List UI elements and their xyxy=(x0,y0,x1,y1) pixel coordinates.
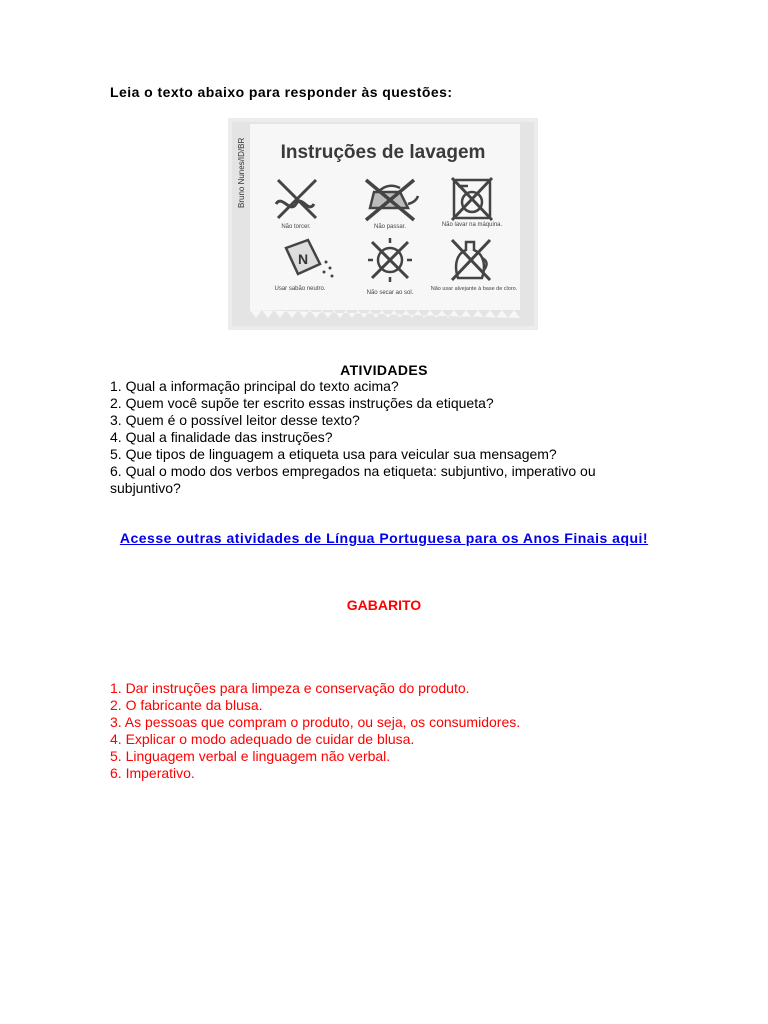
answer-item: 3. As pessoas que compram o produto, ou seja, os consumidores. xyxy=(110,714,521,730)
caption-no-wring: Não torcer. xyxy=(281,224,311,230)
answer-item: 1. Dar instruções para limpeza e conservação do produto. xyxy=(110,680,470,696)
answers-list xyxy=(110,680,670,782)
question-item: 5. Que tipos de linguagem a etiqueta usa para veicular sua mensagem? xyxy=(110,446,557,462)
caption-no-machine: Não lavar na máquina. xyxy=(441,222,503,228)
activities-title: ATIVIDADES xyxy=(340,362,428,378)
question-item: 3. Quem é o possível leitor desse texto? xyxy=(110,412,360,428)
label-title: Instruções de lavagem xyxy=(280,142,486,163)
caption-no-sun: Não secar ao sol. xyxy=(366,290,414,296)
caption-no-bleach: Não usar alvejante à base de cloro. xyxy=(430,286,518,292)
answer-item: 2. O fabricante da blusa. xyxy=(110,697,263,713)
caption-neutral-soap: Usar sabão neutro. xyxy=(274,286,326,292)
answer-item: 5. Linguagem verbal e linguagem não verbal. xyxy=(110,748,391,764)
answer-item: 6. Imperativo. xyxy=(110,765,195,781)
question-item: 2. Quem você supõe ter escrito essas instruções da etiqueta? xyxy=(110,395,494,411)
answer-key-title: GABARITO xyxy=(346,597,422,613)
caption-no-iron: Não passar. xyxy=(373,224,407,230)
questions-list xyxy=(110,378,670,497)
more-activities-link[interactable]: Acesse outras atividades de Língua Portuguesa para os Anos Finais aqui! xyxy=(119,530,649,546)
question-item: 1. Qual a informação principal do texto acima? xyxy=(110,378,399,394)
intro-text: Leia o texto abaixo para responder às questões: xyxy=(110,84,453,100)
question-item: 6. Qual o modo dos verbos empregados na etiqueta: subjuntivo, imperativo ou subjuntivo? xyxy=(110,463,596,496)
answer-item: 4. Explicar o modo adequado de cuidar de blusa. xyxy=(110,731,415,747)
svg-text:N: N xyxy=(298,251,309,267)
photo-credit: Bruno Nunes/ID/BR xyxy=(237,137,246,208)
washing-label-image xyxy=(228,118,538,330)
question-item: 4. Qual a finalidade das instruções? xyxy=(110,429,333,445)
